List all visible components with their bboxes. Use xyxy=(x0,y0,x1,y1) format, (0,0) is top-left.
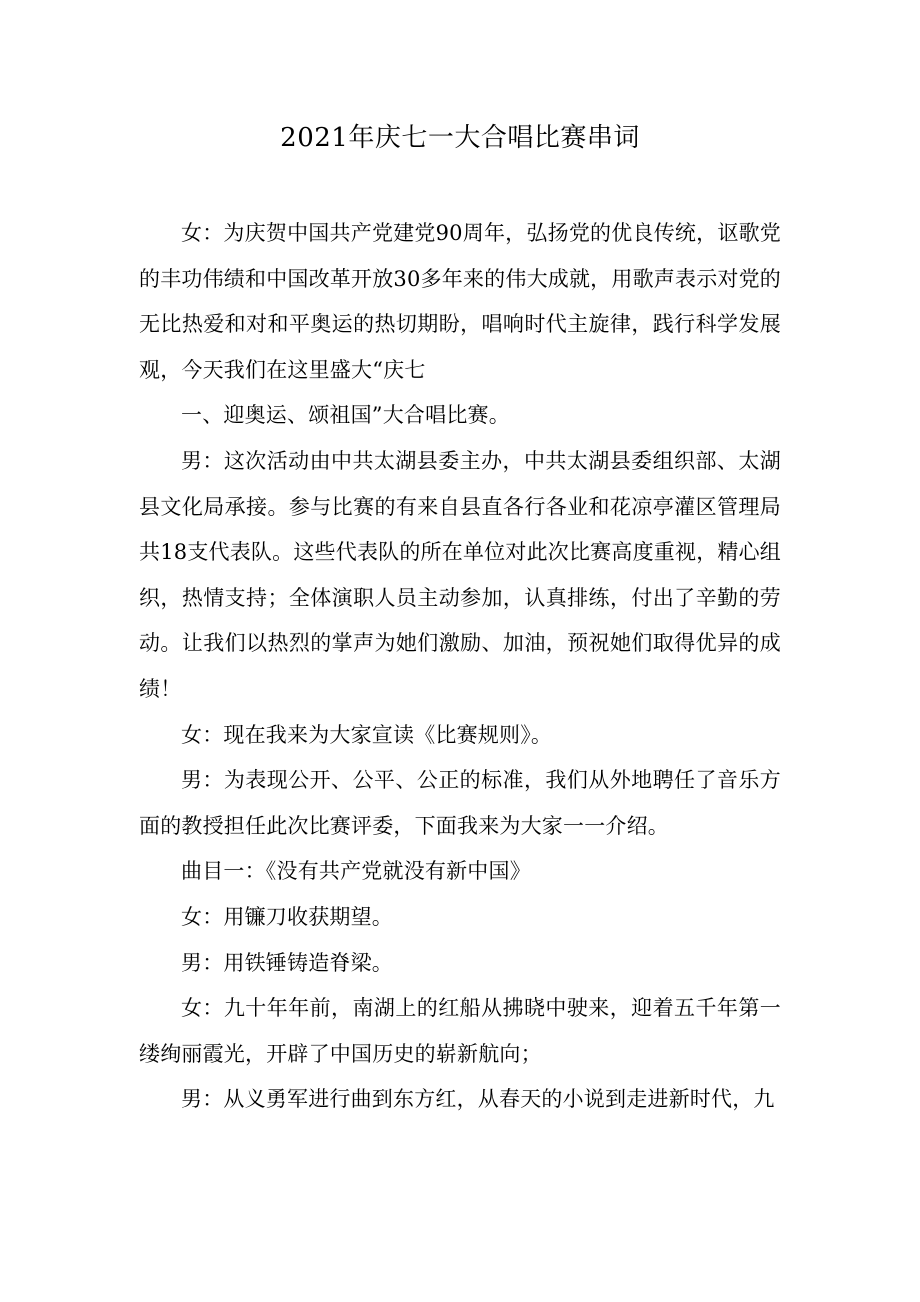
paragraph: 男：用铁锤铸造脊梁。 xyxy=(181,950,393,975)
paragraph: 男：从义勇军进行曲到东方红，从春天的小说到走进新时代，九 xyxy=(181,1087,775,1112)
paragraph: 曲目一：《没有共产党就没有新中国》 xyxy=(181,859,531,884)
paragraph: 女：为庆贺中国共产党建党90周年，弘扬党的优良传统，讴歌党的丰功伟绩和中国改革开放30多年来的伟大成就，用歌声表示对党的无比热爱和对和平奥运的热切期盼，唱响时代主旋律，践行科学发展观，今天我们在这里盛大“庆七 xyxy=(139,221,781,382)
paragraph: 女：现在我来为大家宣读《比赛规则》。 xyxy=(181,722,553,747)
paragraph: 男：这次活动由中共太湖县委主办，中共太湖县委组织部、太湖县文化局承接。参与比赛的有来自县直各行各业和花凉亭灌区管理局共18支代表队。这些代表队的所在单位对此次比赛高度重视，精心组织，热情支持；全体演职人员主动参加，认真排练，付出了辛勤的劳动。让我们以热烈的掌声为她们激励、加油，预祝她们取得优异的成绩！ xyxy=(139,448,781,701)
paragraph: 女：九十年年前，南湖上的红船从拂晓中驶来，迎着五千年第一缕绚丽霞光，开辟了中国历史的崭新航向； xyxy=(139,996,781,1066)
paragraph: 男：为表现公开、公平、公正的标准，我们从外地聘任了音乐方面的教授担任此次比赛评委，下面我来为大家一一介绍。 xyxy=(139,768,781,838)
paragraph: 一、迎奥运、颂祖国”大合唱比赛。 xyxy=(181,403,510,428)
paragraph: 女：用镰刀收获期望。 xyxy=(181,904,393,929)
document-body xyxy=(139,211,781,1123)
document-title: 2021年庆七一大合唱比赛串词 xyxy=(280,123,640,153)
